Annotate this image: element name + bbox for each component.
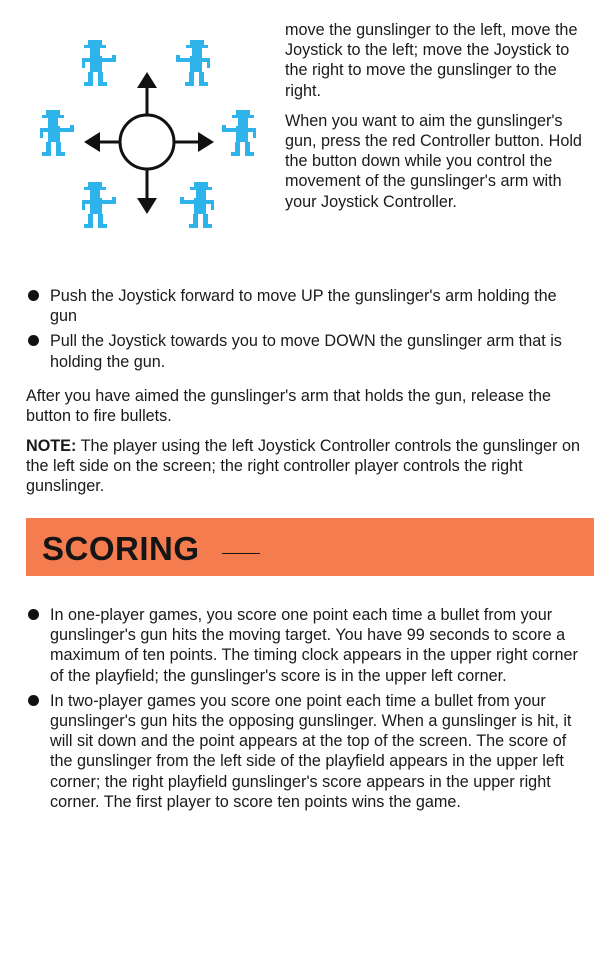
note-label: NOTE:	[26, 437, 77, 455]
gunslinger-figure	[180, 182, 214, 228]
note-text: The player using the left Joystick Controller controls the gunslinger on the left side on the screen; the right controller player controls the right gunslinger.	[26, 437, 580, 496]
gunslinger-figure	[82, 40, 116, 86]
bullet-icon	[28, 290, 39, 301]
list-item: Push the Joystick forward to move UP the gunslinger's arm holding the gun	[24, 286, 584, 326]
arrow-left-icon	[84, 132, 100, 152]
arrow-right-icon	[198, 132, 214, 152]
arrow-up-icon	[137, 72, 157, 88]
aim-bullet-list	[24, 286, 584, 377]
scoring-banner	[26, 518, 594, 576]
joystick-direction-diagram	[36, 30, 266, 260]
list-item: Pull the Joystick towards you to move DOWN the gunslinger arm that is holding the gun.	[24, 331, 584, 371]
bullet-icon	[28, 335, 39, 346]
list-item: In two-player games you score one point each time a bullet from your gunslinger's gun hits the opposing gunslinger. When a gunslinger is hit, it will sit down and the point appears at the top of the screen. The score of the gunslinger from the left side of the playfield appears in the upper left corner; the right playfield gunslinger's score appears in the upper right corner. The first player to score ten points wins the game.	[24, 691, 584, 812]
intro-paragraph-aim: When you want to aim the gunslinger's gun, press the red Controller button. Hold the button down while you control the movement of the gunslinger's arm with your Joystick Controller.	[285, 111, 582, 211]
gunslinger-figure	[40, 110, 74, 156]
gunslinger-figure	[82, 182, 116, 228]
bullet-icon	[28, 695, 39, 706]
intro-text	[285, 20, 585, 222]
scoring-bullet-list	[24, 605, 584, 817]
heading-rule	[222, 553, 260, 554]
gunslinger-figure	[222, 110, 256, 156]
gunslinger-figure	[176, 40, 210, 86]
arrow-down-icon	[137, 198, 157, 214]
after-aim-paragraph: After you have aimed the gunslinger's arm that holds the gun, release the button to fire bullets.	[26, 387, 552, 426]
circle-icon	[120, 115, 174, 169]
bullet-icon	[28, 609, 39, 620]
note-paragraph	[26, 436, 582, 497]
intro-paragraph-movement: move the gunslinger to the left, move the Joystick to the left; move the Joystick to the right to move the gunslinger to the right.	[285, 21, 578, 100]
scoring-heading: SCORING	[42, 530, 200, 567]
list-item: In one-player games, you score one point each time a bullet from your gunslinger's gun hits the moving target. You have 99 seconds to score a maximum of ten points. The timing clock appears in the upper right corner of the playfield; the gunslinger's score is in the upper left corner.	[24, 605, 584, 686]
